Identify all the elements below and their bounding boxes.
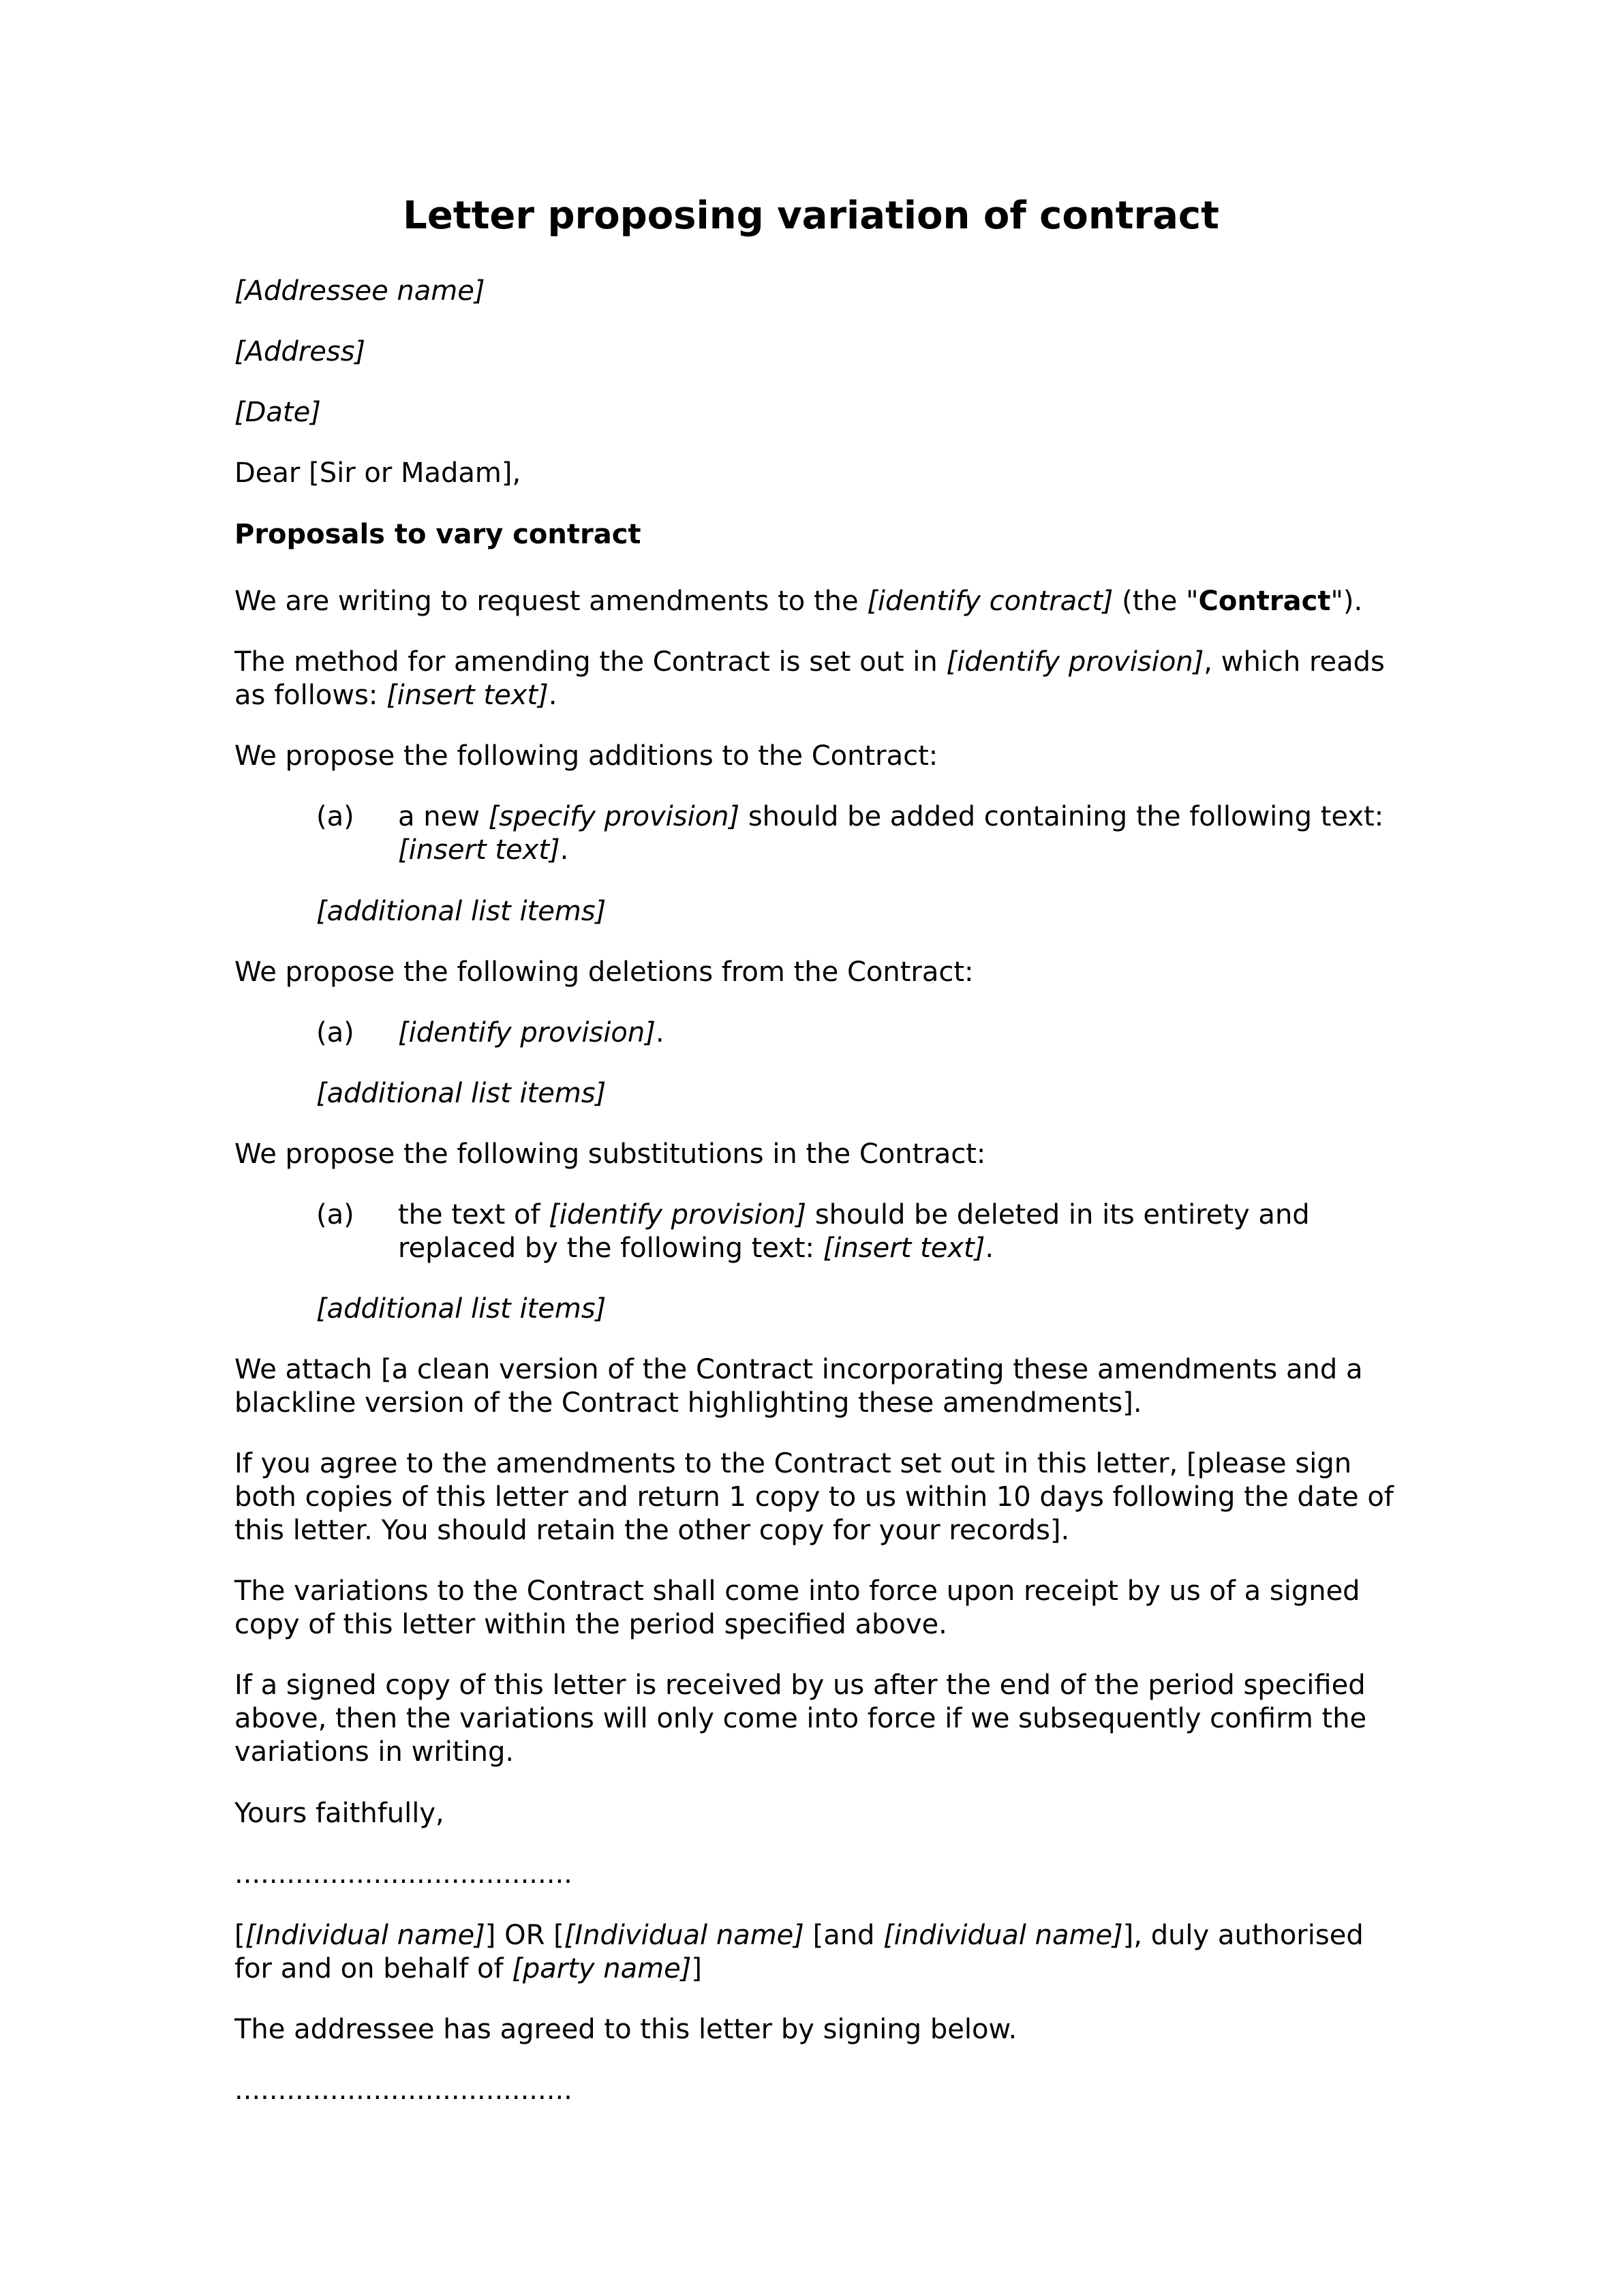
substitutions-more-items: [additional list items] (316, 1293, 607, 1325)
closing: Yours faithfully, (234, 1798, 444, 1829)
document-title: Letter proposing variation of contract (403, 194, 1219, 238)
list-number: (a) (316, 801, 354, 832)
list-item-text: [identify provision]. (398, 1017, 664, 1048)
request-paragraph: We are writing to request amendments to the [identify contract] (the "Contract"). (234, 586, 1363, 617)
additions-intro: We propose the following additions to the Contract: (234, 740, 938, 772)
addressee-name: [Addressee name] (234, 275, 485, 307)
substitutions-intro: We propose the following substitutions in the Contract: (234, 1138, 986, 1170)
address: [Address] (234, 336, 366, 367)
list-number: (a) (316, 1199, 354, 1230)
agree-paragraph: If you agree to the amendments to the Contract set out in this letter, [please sign both copies of this letter and return 1 copy to us within 10 days following the date of this letter. You should retain the other copy for your records]. (234, 1448, 1394, 1546)
attach-paragraph: We attach [a clean version of the Contract incorporating these amendments and a blackline version of the Contract highlighting these amendments]. (234, 1354, 1363, 1419)
addressee-agreement: The addressee has agreed to this letter by signing below. (234, 2014, 1017, 2045)
signatory-paragraph: [[Individual name]] OR [[Individual name] [and [individual name]], duly authorised for and on behalf of [party name]] (234, 1920, 1364, 1984)
subject-heading: Proposals to vary contract (234, 519, 641, 550)
list-item-text: the text of [identify provision] should be deleted in its entirety and replaced by the following text: [insert text]. (398, 1199, 1310, 1264)
signature-line: ....................................... (234, 1858, 572, 1890)
salutation: Dear [Sir or Madam], (234, 457, 521, 489)
date: [Date] (234, 397, 321, 428)
addressee-signature-line: ....................................... (234, 2074, 572, 2106)
additions-more-items: [additional list items] (316, 896, 607, 927)
late-receipt-paragraph: If a signed copy of this letter is received by us after the end of the period specified above, then the variations will only come into force if we subsequently confirm the variations in writing. (234, 1670, 1367, 1768)
force-paragraph: The variations to the Contract shall come into force upon receipt by us of a signed copy of this letter within the period specified above. (234, 1575, 1360, 1640)
list-number: (a) (316, 1017, 354, 1048)
deletions-more-items: [additional list items] (316, 1078, 607, 1109)
list-item-text: a new [specify provision] should be added containing the following text: [insert text]. (398, 801, 1384, 866)
deletions-intro: We propose the following deletions from the Contract: (234, 956, 974, 988)
method-paragraph: The method for amending the Contract is set out in [identify provision], which reads as follows: [insert text]. (234, 646, 1385, 711)
